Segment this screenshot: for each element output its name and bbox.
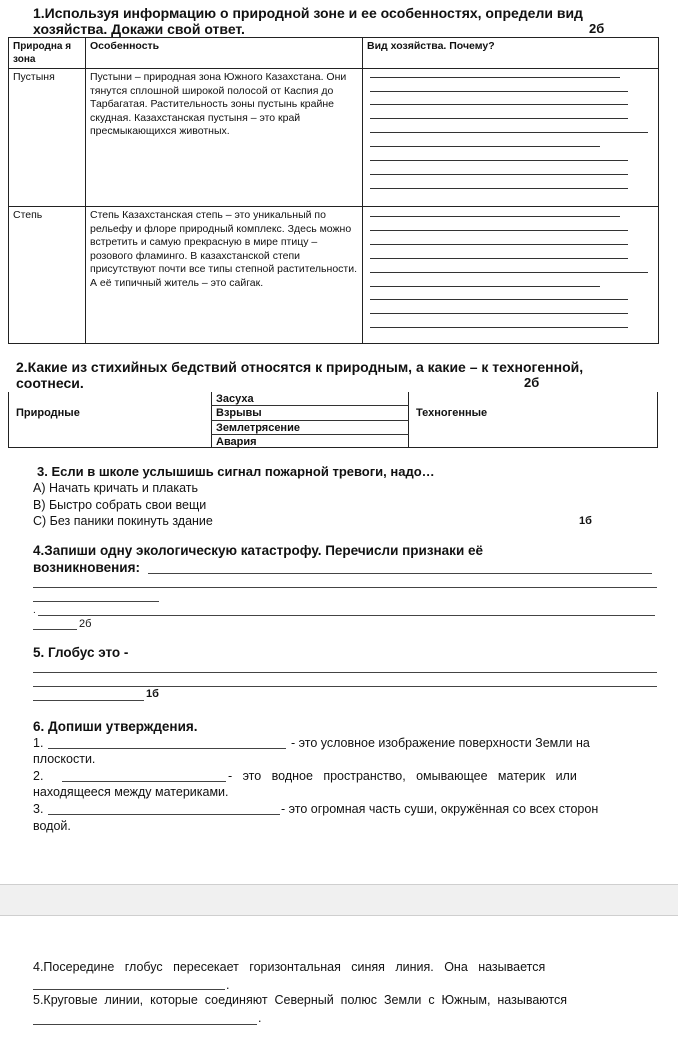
- bottom-q5-text: 5.Круговые линии, которые соединяют Северный полюс Земли с Южным, называются: [33, 993, 567, 1007]
- q6-s2-text: - это водное пространство, омывающее материк или: [228, 769, 577, 783]
- header-economy: Вид хозяйства. Почему?: [363, 38, 659, 69]
- q6-s3-cont: водой.: [33, 819, 71, 833]
- q6-s2-blank[interactable]: [62, 781, 226, 782]
- q4-answer-line-1[interactable]: [148, 573, 652, 574]
- q6-title: 6. Допиши утверждения.: [33, 719, 198, 734]
- q1-title-line2: хозяйства. Докажи свой ответ.: [33, 21, 245, 37]
- q5-title: 5. Глобус это -: [33, 645, 129, 660]
- technogenic-label: Техногенные: [416, 407, 488, 419]
- q2-score: 2б: [524, 375, 540, 390]
- q3-option-a[interactable]: A) Начать кричать и плакать: [33, 481, 199, 495]
- page-divider: [0, 884, 678, 916]
- q5-answer-line-1[interactable]: [33, 672, 657, 673]
- q4-answer-line-2[interactable]: [33, 587, 657, 588]
- q4-title-line1: 4.Запиши одну экологическую катастрофу. Перечисли признаки её: [33, 543, 484, 558]
- bottom-q4-end: .: [226, 978, 230, 992]
- answer-desert[interactable]: [363, 69, 659, 207]
- item-explosions[interactable]: Взрывы: [216, 407, 262, 419]
- q6-s3-text: - это огромная часть суши, окружённая со всех сторон: [281, 802, 599, 816]
- q6-s3-num: 3.: [33, 802, 44, 816]
- q3-option-b[interactable]: B) Быстро собрать свои вещи: [33, 498, 207, 512]
- feature-steppe: Степь Казахстанская степь – это уникальный по рельефу и флоре природный комплекс. Здесь можно встретить и самую прекрасную в мире птицу – розового фламинго. В казахстанской степи присутствуют почти все типы степной растительности. А её типичный житель – это сайгак.: [86, 207, 363, 344]
- header-zone: Природна я зона: [9, 38, 86, 69]
- q6-s1-cont: плоскости.: [33, 752, 96, 766]
- bottom-q5-blank[interactable]: [33, 1024, 257, 1025]
- header-feature: Особенность: [86, 38, 363, 69]
- q6-s1-text: - это условное изображение поверхности Земли на: [291, 736, 590, 750]
- q6-s1-num: 1.: [33, 736, 44, 750]
- zone-desert: Пустыня: [9, 69, 86, 207]
- q4-answer-line-4[interactable]: [38, 615, 655, 616]
- feature-desert: Пустыни – природная зона Южного Казахстана. Они тянутся сплошной широкой полосой от Каспия до Тарбагатая. Растительность зоны пустынь крайне скудная. Казахстанская пустыня – это край пресмыкающихся животных.: [86, 69, 363, 207]
- bottom-q5-end: .: [258, 1011, 262, 1025]
- q5-score: 1б: [146, 688, 159, 700]
- q5-answer-line-3[interactable]: [33, 700, 144, 701]
- item-drought[interactable]: Засуха: [216, 393, 254, 405]
- q1-title-line1: 1.Используя информацию о природной зоне и ее особенностях, определи вид: [33, 5, 583, 21]
- answer-steppe[interactable]: [363, 207, 659, 344]
- q1-table: [8, 37, 659, 344]
- q3-title: 3. Если в школе услышишь сигнал пожарной тревоги, надо…: [37, 464, 435, 479]
- item-earthquake[interactable]: Землетрясение: [216, 422, 300, 434]
- bottom-q4-blank[interactable]: [33, 989, 225, 990]
- q6-s1-blank[interactable]: [48, 748, 286, 749]
- natural-label: Природные: [16, 407, 80, 419]
- q5-answer-line-2[interactable]: [33, 686, 657, 687]
- q4-dot: .: [33, 605, 36, 616]
- q2-title-line2: соотнеси.: [16, 375, 84, 391]
- q1-score: 2б: [589, 21, 605, 36]
- bottom-q4-text: 4.Посередине глобус пересекает горизонтальная синяя линия. Она называется: [33, 960, 546, 974]
- q4-answer-line-5[interactable]: [33, 629, 77, 630]
- q3-score: 1б: [579, 515, 592, 527]
- q2-title-line1: 2.Какие из стихийных бедствий относятся к природным, а какие – к техногенной,: [16, 359, 584, 375]
- zone-steppe: Степь: [9, 207, 86, 344]
- q4-answer-line-3[interactable]: [33, 601, 159, 602]
- q6-s2-num: 2.: [33, 769, 44, 783]
- q6-s2-cont: находящееся между материками.: [33, 785, 229, 799]
- q3-option-c[interactable]: C) Без паники покинуть здание: [33, 514, 213, 528]
- q6-s3-blank[interactable]: [48, 814, 280, 815]
- item-accident[interactable]: Авария: [216, 436, 257, 448]
- q4-title-line2: возникновения:: [33, 560, 140, 575]
- q4-score: 2б: [79, 618, 92, 630]
